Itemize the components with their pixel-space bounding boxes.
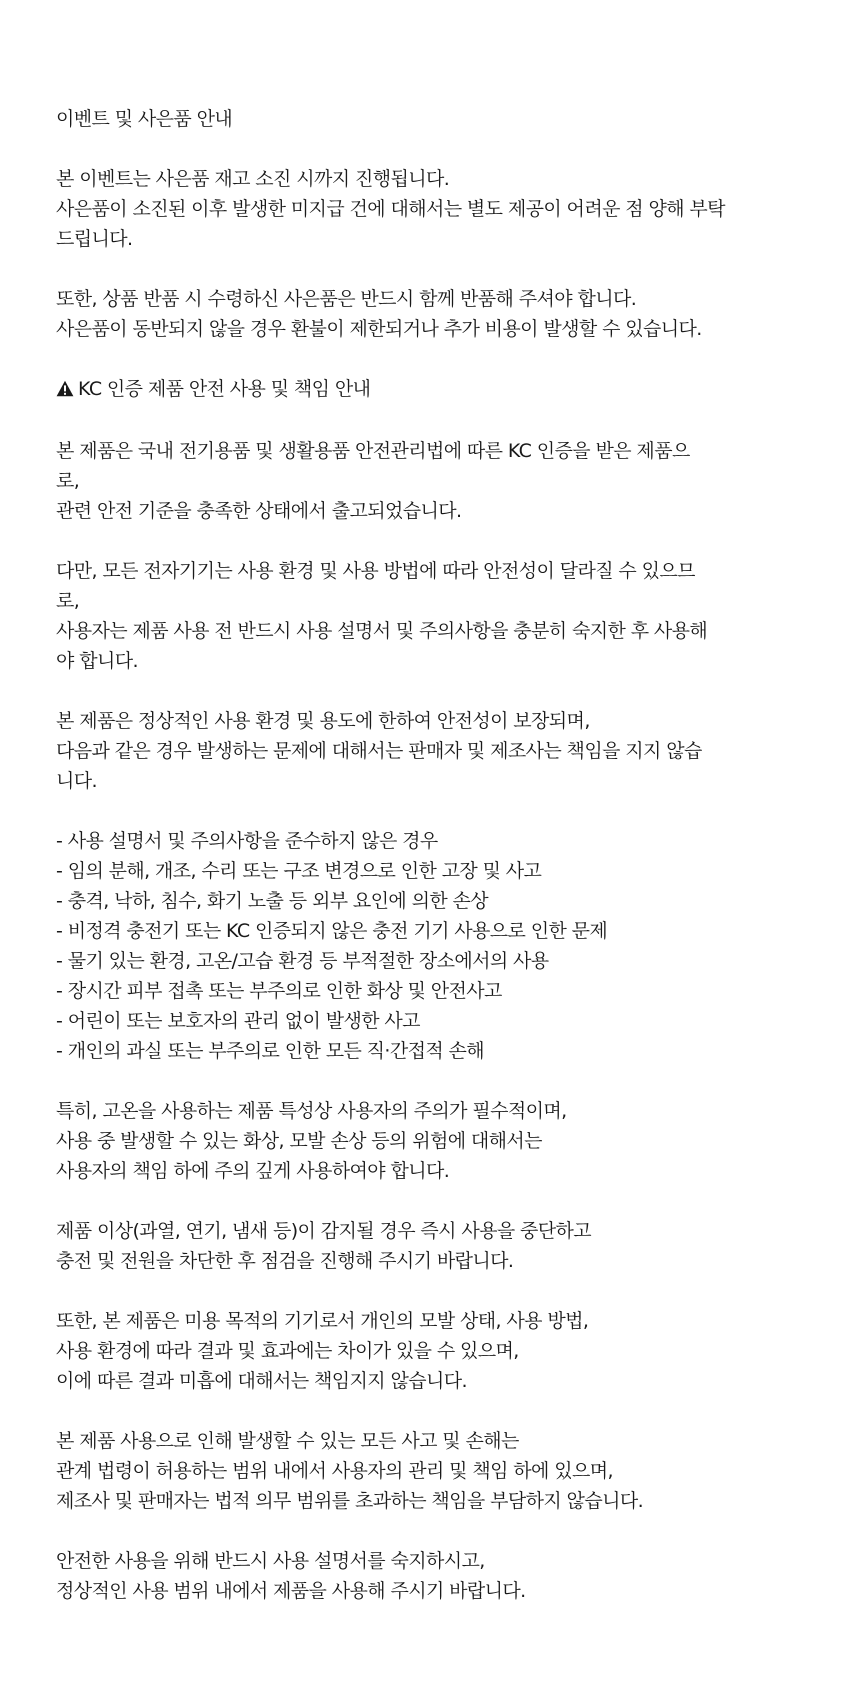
kc-line: - 임의 분해, 개조, 수리 또는 구조 변경으로 인한 고장 및 사고 [56,860,542,882]
kc-line: 특히, 고온을 사용하는 제품 특성상 사용자의 주의가 필수적이며, [56,1100,567,1122]
kc-line: 정상적인 사용 범위 내에서 제품을 사용해 주시기 바랍니다. [56,1580,526,1602]
kc-heading-text: KC 인증 제품 안전 사용 및 책임 안내 [78,378,371,400]
kc-line: 다만, 모든 전자기기는 사용 환경 및 사용 방법에 따라 안전성이 달라질 수 있으므 [56,560,695,582]
kc-paragraph [56,826,746,1066]
kc-line: 제품 이상(과열, 연기, 냄새 등)이 감지될 경우 즉시 사용을 중단하고 [56,1220,592,1242]
kc-paragraph [56,1546,746,1606]
kc-heading-block [56,374,746,406]
page-title: 이벤트 및 사은품 안내 [56,108,233,130]
kc-line: 사용자는 제품 사용 전 반드시 사용 설명서 및 주의사항을 충분히 숙지한 후 사용해 [56,620,708,642]
event-title-block [56,104,746,134]
kc-line: - 비정격 충전기 또는 KC 인증되지 않은 충전 기기 사용으로 인한 문제 [56,920,608,942]
kc-line: 본 제품은 정상적인 사용 환경 및 용도에 한하여 안전성이 보장되며, [56,710,590,732]
kc-line: - 장시간 피부 접촉 또는 부주의로 인한 화상 및 안전사고 [56,980,502,1002]
kc-heading [56,374,746,406]
kc-paragraph [56,1306,746,1396]
kc-line: 관련 안전 기준을 충족한 상태에서 출고되었습니다. [56,500,462,522]
kc-line: 사용자의 책임 하에 주의 깊게 사용하여야 합니다. [56,1160,450,1182]
kc-line: 사용 환경에 따라 결과 및 효과에는 차이가 있을 수 있으며, [56,1340,519,1362]
event-paragraph [56,284,746,344]
kc-paragraph [56,436,746,526]
warning-icon [56,376,74,406]
kc-line: - 물기 있는 환경, 고온/고습 환경 등 부적절한 장소에서의 사용 [56,950,549,972]
event-line: 사은품이 동반되지 않을 경우 환불이 제한되거나 추가 비용이 발생할 수 있습니다. [56,318,702,340]
kc-line: 로, [56,470,80,492]
kc-paragraph [56,556,746,676]
event-section [56,164,850,344]
kc-line: - 개인의 과실 또는 부주의로 인한 모든 직·간접적 손해 [56,1040,485,1062]
kc-line: 사용 중 발생할 수 있는 화상, 모발 손상 등의 위험에 대해서는 [56,1130,542,1152]
kc-line: 충전 및 전원을 차단한 후 점검을 진행해 주시기 바랍니다. [56,1250,514,1272]
kc-paragraph [56,1216,746,1276]
event-line: 사은품이 소진된 이후 발생한 미지급 건에 대해서는 별도 제공이 어려운 점 양해 부탁 [56,198,725,220]
kc-line: - 충격, 낙하, 침수, 화기 노출 등 외부 요인에 의한 손상 [56,890,489,912]
kc-section [56,436,850,1606]
kc-line: 관계 법령이 허용하는 범위 내에서 사용자의 관리 및 책임 하에 있으며, [56,1460,613,1482]
kc-line: 또한, 본 제품은 미용 목적의 기기로서 개인의 모발 상태, 사용 방법, [56,1310,589,1332]
kc-paragraph [56,1426,746,1516]
event-paragraph [56,164,746,254]
kc-line: 제조사 및 판매자는 법적 의무 범위를 초과하는 책임을 부담하지 않습니다. [56,1490,644,1512]
kc-line: 야 합니다. [56,650,138,672]
kc-line: 니다. [56,770,97,792]
kc-line: 본 제품 사용으로 인해 발생할 수 있는 모든 사고 및 손해는 [56,1430,519,1452]
kc-line: 안전한 사용을 위해 반드시 사용 설명서를 숙지하시고, [56,1550,485,1572]
kc-paragraph [56,1096,746,1186]
event-line: 드립니다. [56,228,133,250]
kc-line: 이에 따른 결과 미흡에 대해서는 책임지지 않습니다. [56,1370,467,1392]
event-line: 또한, 상품 반품 시 수령하신 사은품은 반드시 함께 반품해 주셔야 합니다. [56,288,637,310]
kc-line: - 어린이 또는 보호자의 관리 없이 발생한 사고 [56,1010,420,1032]
kc-line: 다음과 같은 경우 발생하는 문제에 대해서는 판매자 및 제조사는 책임을 지지 않습 [56,740,702,762]
kc-line: 본 제품은 국내 전기용품 및 생활용품 안전관리법에 따른 KC 인증을 받은 제품으 [56,440,690,462]
kc-paragraph [56,706,746,796]
kc-line: 로, [56,590,80,612]
kc-line: - 사용 설명서 및 주의사항을 준수하지 않은 경우 [56,830,438,852]
event-line: 본 이벤트는 사은품 재고 소진 시까지 진행됩니다. [56,168,450,190]
